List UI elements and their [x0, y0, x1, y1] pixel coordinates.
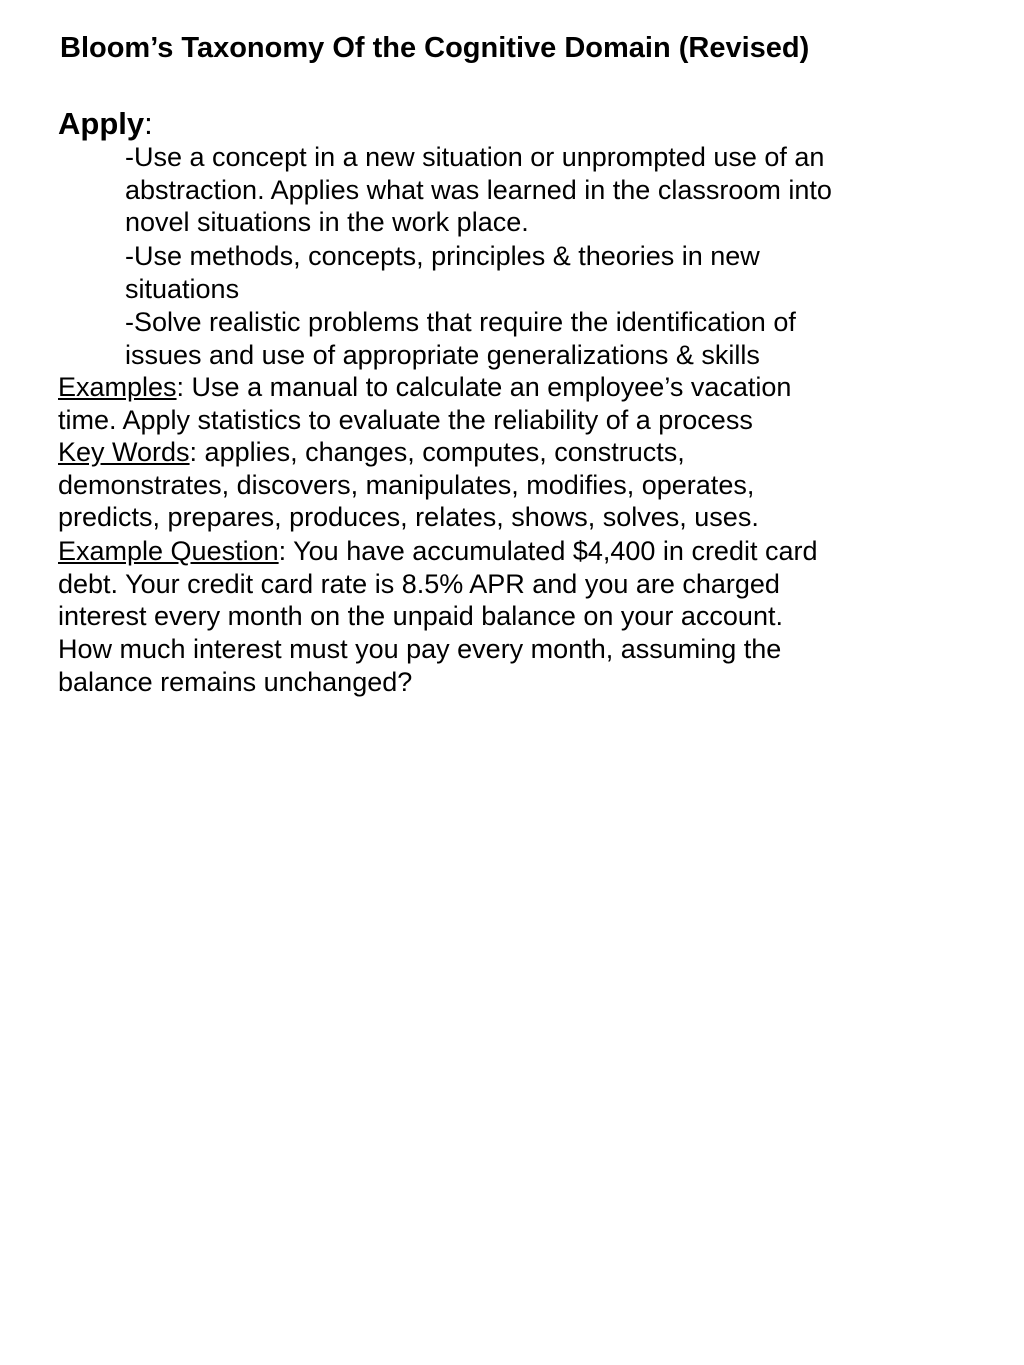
bullet-line: issues and use of appropriate generalizations & skills	[125, 339, 760, 370]
bullet-line: -Solve realistic problems that require the identification of	[125, 307, 796, 337]
examples-line: time. Apply statistics to evaluate the reliability of a process	[58, 404, 753, 435]
key-words-first-line	[58, 436, 958, 469]
page-title: Bloom’s Taxonomy Of the Cognitive Domain (Revised)	[60, 32, 810, 64]
example-question-text: : You have accumulated $4,400 in credit card	[278, 536, 818, 566]
example-question-line: balance remains unchanged?	[58, 666, 413, 697]
bullet-line: -Use a concept in a new situation or unprompted use of an	[125, 142, 825, 172]
key-words-block	[58, 436, 958, 534]
example-question-line: debt. Your credit card rate is 8.5% APR and you are charged	[58, 568, 780, 599]
key-words-line: predicts, prepares, produces, relates, shows, solves, uses.	[58, 502, 759, 533]
section-heading-colon: :	[144, 106, 153, 141]
key-words-line: demonstrates, discovers, manipulates, modifies, operates,	[58, 469, 755, 500]
example-question-block	[58, 535, 958, 699]
bullet-item-1	[125, 141, 945, 239]
key-words-label: Key Words	[58, 437, 190, 467]
examples-label: Examples	[58, 372, 177, 402]
example-question-label: Example Question	[58, 536, 279, 566]
bullet-item-2	[125, 240, 945, 305]
section-heading-word: Apply	[58, 106, 145, 141]
examples-text: : Use a manual to calculate an employee’s vacation	[176, 372, 792, 402]
bullet-item-3	[125, 306, 945, 371]
example-question-line: How much interest must you pay every month, assuming the	[58, 634, 782, 665]
examples-first-line	[58, 371, 958, 404]
section-heading	[58, 105, 153, 143]
examples-block	[58, 371, 958, 436]
example-question-line: interest every month on the unpaid balance on your account.	[58, 601, 783, 632]
bullet-line: situations	[125, 273, 240, 304]
bullet-line: -Use methods, concepts, principles & theories in new	[125, 241, 760, 271]
bullet-line: abstraction. Applies what was learned in the classroom into	[125, 174, 832, 205]
key-words-text: : applies, changes, computes, constructs,	[189, 437, 685, 467]
example-question-first-line	[58, 535, 958, 568]
bullet-line: novel situations in the work place.	[125, 207, 529, 238]
